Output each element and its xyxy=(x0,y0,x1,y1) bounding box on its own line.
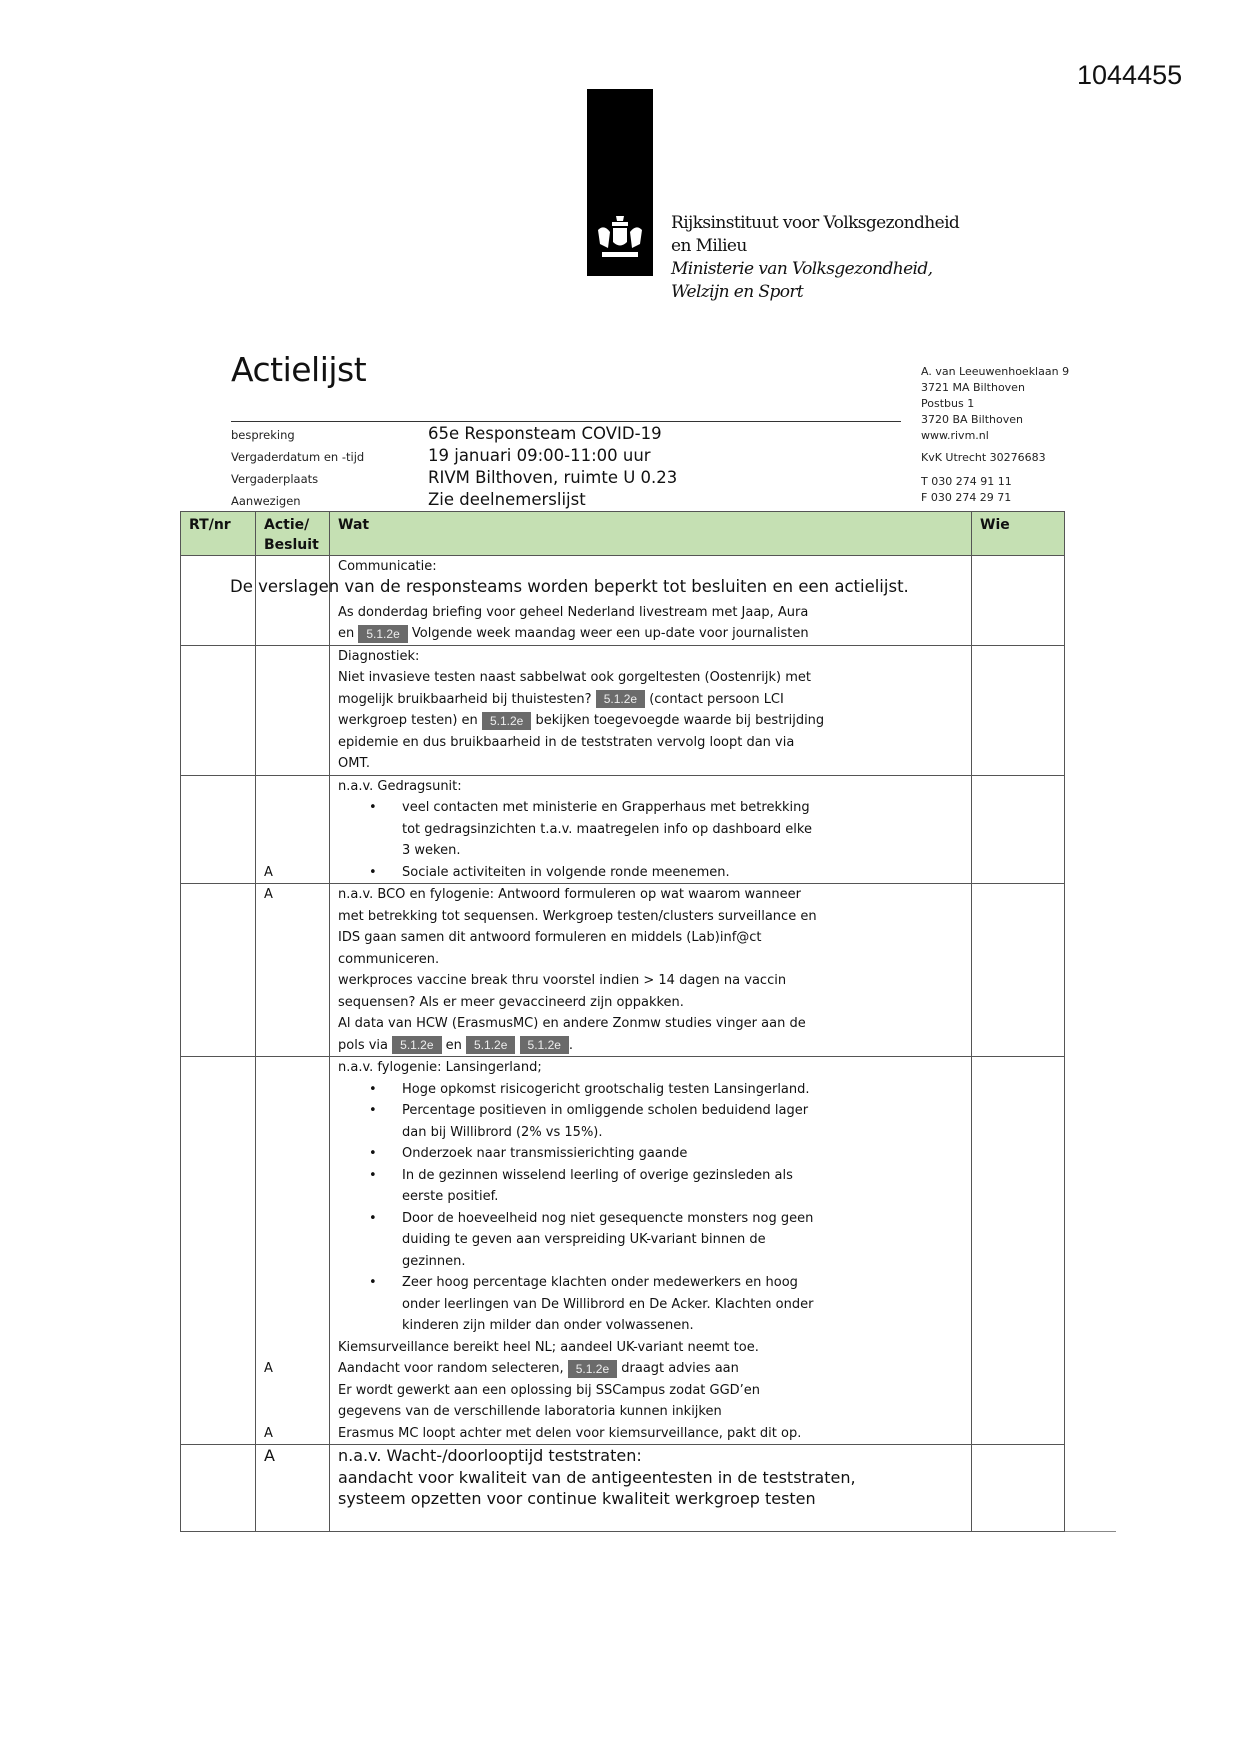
text-segment: onder leerlingen van De Willibrord en De Acker. Klachten onder xyxy=(402,1296,814,1312)
text-segment: gezinnen. xyxy=(402,1253,466,1269)
bullet-icon: • xyxy=(369,864,377,880)
text-segment: (contact persoon LCI xyxy=(645,691,784,707)
text-segment: Percentage positieven in omliggende scholen beduidend lager xyxy=(402,1103,809,1118)
text-segment: en xyxy=(441,1037,467,1053)
actie-line: A xyxy=(264,864,273,880)
cell-actie xyxy=(256,556,330,646)
actie-line xyxy=(264,970,321,992)
actie-line xyxy=(264,732,321,754)
cell-rt-nr xyxy=(181,1057,256,1445)
text-segment: As donderdag briefing voor geheel Nederland livestream met Jaap, Aura xyxy=(338,604,809,620)
address-line: Postbus 1 xyxy=(921,397,975,410)
cell-rt-nr xyxy=(181,1445,256,1532)
meta-label: Aanwezigen xyxy=(231,494,301,508)
table-row xyxy=(181,556,1065,646)
actie-line xyxy=(264,1143,321,1165)
cell-rt-nr xyxy=(181,556,256,646)
actie-line xyxy=(264,1467,321,1489)
text-segment: veel contacten met ministerie en Grapperhaus met betrekking xyxy=(402,800,810,815)
text-segment: communiceren. xyxy=(338,951,440,967)
cell-wie xyxy=(972,1057,1065,1445)
bullet-icon: • xyxy=(369,1167,377,1183)
actie-line xyxy=(264,1229,321,1251)
table-row xyxy=(181,1445,1065,1532)
text-segment: Zeer hoog percentage klachten onder medewerkers en hoog xyxy=(402,1275,798,1290)
redaction-box: 5.1.2e xyxy=(466,1036,515,1054)
text-segment: bekijken toegevoegde waarde bij bestrijding xyxy=(531,713,825,728)
text-segment: werkgroep testen) en xyxy=(338,713,482,728)
text-segment: n.a.v. fylogenie: Lansingerland; xyxy=(338,1060,542,1075)
list-item xyxy=(338,1510,963,1532)
text-segment: n.a.v. BCO en fylogenie: Antwoord formuleren op wat waarom wanneer xyxy=(338,887,801,902)
redaction-box: 5.1.2e xyxy=(596,690,645,708)
actie-line xyxy=(264,1510,321,1532)
list-item xyxy=(338,1165,963,1187)
text-segment: systeem opzetten voor continue kwaliteit werkgroep testen xyxy=(338,1489,816,1508)
actie-line xyxy=(264,840,321,862)
actie-line xyxy=(264,1272,321,1294)
text-segment: . xyxy=(568,1037,574,1053)
table-row xyxy=(181,1057,1065,1445)
text-segment: werkproces vaccine break thru voorstel indien > 14 dagen na vaccin xyxy=(338,973,787,988)
actie-line xyxy=(264,623,321,645)
cell-wie xyxy=(972,556,1065,646)
cell-rt-nr xyxy=(181,884,256,1057)
list-item xyxy=(338,1186,963,1208)
actie-line: A xyxy=(264,1425,273,1441)
list-item xyxy=(338,1122,963,1144)
list-item xyxy=(338,992,963,1014)
list-item xyxy=(338,906,963,928)
meta-label: Vergaderdatum en -tijd xyxy=(231,450,365,464)
list-item xyxy=(338,732,963,754)
cell-actie xyxy=(256,775,330,884)
list-item xyxy=(338,689,963,711)
list-item xyxy=(338,797,963,819)
list-item xyxy=(338,819,963,841)
org-line: Welzijn en Sport xyxy=(671,282,804,302)
address-block xyxy=(921,364,1069,506)
list-item xyxy=(338,1079,963,1101)
address-line: www.rivm.nl xyxy=(921,429,989,442)
crest-icon xyxy=(592,212,648,262)
text-segment: gegevens van de verschillende laboratoria kunnen inkijken xyxy=(338,1404,722,1419)
address-line: 3720 BA Bilthoven xyxy=(921,413,1023,426)
text-segment: duiding te geven aan verspreiding UK-variant binnen de xyxy=(402,1232,766,1247)
actie-line xyxy=(264,602,321,624)
list-item xyxy=(338,862,963,884)
bullet-icon: • xyxy=(369,800,377,815)
organization-name xyxy=(671,212,959,304)
list-item xyxy=(338,1380,963,1402)
text-segment: eerste positief. xyxy=(402,1189,499,1204)
actie-line xyxy=(264,1035,321,1057)
cell-rt-nr xyxy=(181,645,256,775)
header-wie: Wie xyxy=(972,512,1065,556)
list-item xyxy=(338,1445,963,1467)
table-row xyxy=(181,775,1065,884)
meta-value: Zie deelnemerslijst xyxy=(428,490,586,509)
cell-wie xyxy=(972,1445,1065,1532)
header-wat: Wat xyxy=(330,512,972,556)
text-segment: n.a.v. Wacht-/doorlooptijd teststraten: xyxy=(338,1446,642,1465)
actie-line xyxy=(264,776,321,798)
meta-value: RIVM Bilthoven, ruimte U 0.23 xyxy=(428,468,678,487)
text-segment: tot gedragsinzichten t.a.v. maatregelen info op dashboard elke xyxy=(402,821,812,837)
actie-line xyxy=(264,1251,321,1273)
list-item xyxy=(338,602,963,624)
redaction-box: 5.1.2e xyxy=(358,625,407,643)
text-segment: pols via xyxy=(338,1037,393,1053)
text-segment: dan bij Willibrord (2% vs 15%). xyxy=(402,1124,603,1140)
cell-wat xyxy=(330,556,972,646)
actie-line xyxy=(264,556,321,578)
actie-line xyxy=(264,710,321,732)
cell-rt-nr xyxy=(181,775,256,884)
actie-line xyxy=(264,1013,321,1035)
table-header-row xyxy=(181,512,1065,556)
cell-wat xyxy=(330,884,972,1057)
list-item xyxy=(338,556,963,578)
list-item xyxy=(338,884,963,906)
list-item xyxy=(338,1057,963,1079)
list-item xyxy=(338,710,963,732)
actie-line xyxy=(264,1294,321,1316)
list-item xyxy=(338,1337,963,1359)
overlay-note: De verslagen van de responsteams worden beperkt tot besluiten en een actielijst. xyxy=(230,577,909,596)
text-segment: n.a.v. Gedragsunit: xyxy=(338,778,462,794)
list-item xyxy=(338,623,963,645)
list-item xyxy=(338,1401,963,1423)
bullet-icon: • xyxy=(369,1146,377,1161)
actie-line xyxy=(264,992,321,1014)
meta-label: bespreking xyxy=(231,428,295,442)
text-segment: Onderzoek naar transmissierichting gaande xyxy=(402,1146,688,1161)
text-segment: Aandacht voor random selecteren, xyxy=(338,1361,568,1376)
divider xyxy=(231,421,901,422)
actie-line xyxy=(264,906,321,928)
list-item xyxy=(338,927,963,949)
list-item xyxy=(338,667,963,689)
list-item xyxy=(338,1315,963,1337)
address-line: F 030 274 29 71 xyxy=(921,491,1012,504)
text-segment: IDS gaan samen dit antwoord formuleren en middels (Lab)inf@ct xyxy=(338,930,762,945)
text-segment: sequensen? Als er meer gevaccineerd zijn oppakken. xyxy=(338,994,684,1010)
actie-line: A xyxy=(264,1361,273,1376)
actie-line xyxy=(264,1122,321,1144)
meta-value: 65e Responsteam COVID-19 xyxy=(428,424,662,443)
text-segment: Erasmus MC loopt achter met delen voor kiemsurveillance, pakt dit op. xyxy=(338,1425,802,1441)
address-line: T 030 274 91 11 xyxy=(921,475,1012,488)
list-item xyxy=(338,1143,963,1165)
list-item xyxy=(338,1272,963,1294)
actie-line xyxy=(264,1100,321,1122)
cell-wat xyxy=(330,645,972,775)
text-segment: Communicatie: xyxy=(338,559,437,574)
actie-line xyxy=(264,1057,321,1079)
text-segment: en xyxy=(338,626,359,641)
text-segment: Niet invasieve testen naast sabbelwat ook gorgeltesten (Oostenrijk) met xyxy=(338,670,811,685)
redaction-box: 5.1.2e xyxy=(392,1036,441,1054)
list-item xyxy=(338,646,963,668)
cell-wie xyxy=(972,775,1065,884)
text-segment: Sociale activiteiten in volgende ronde meenemen. xyxy=(402,864,730,880)
bullet-icon: • xyxy=(369,1081,377,1097)
actie-line xyxy=(264,689,321,711)
text-segment: Diagnostiek: xyxy=(338,648,420,664)
list-item xyxy=(338,1013,963,1035)
list-item xyxy=(338,949,963,971)
actie-line xyxy=(264,1488,321,1510)
list-item xyxy=(338,1358,963,1380)
header-actie-besluit: Actie/ Besluit xyxy=(256,512,330,556)
text-segment: draagt advies aan xyxy=(617,1361,739,1376)
table-row xyxy=(181,884,1065,1057)
document-number: 1044455 xyxy=(1077,60,1183,90)
list-item xyxy=(338,1208,963,1230)
list-item xyxy=(338,1423,963,1445)
actie-line xyxy=(264,1380,321,1402)
action-table xyxy=(180,511,1065,1532)
list-item xyxy=(338,1100,963,1122)
text-segment: Door de hoeveelheid nog niet gesequencte monsters nog geen xyxy=(402,1210,814,1226)
actie-line xyxy=(264,1079,321,1101)
bullet-icon: • xyxy=(369,1275,377,1290)
text-segment: Volgende week maandag weer een up-date voor journalisten xyxy=(407,626,809,641)
list-item xyxy=(338,753,963,775)
text-segment: Er wordt gewerkt aan een oplossing bij SSCampus zodat GGD’en xyxy=(338,1382,761,1398)
redaction-box: 5.1.2e xyxy=(482,712,531,730)
org-line: Ministerie van Volksgezondheid, xyxy=(671,259,933,279)
bullet-icon: • xyxy=(369,1210,377,1226)
actie-line xyxy=(264,1165,321,1187)
actie-line xyxy=(264,797,321,819)
bullet-icon: • xyxy=(369,1103,377,1118)
text-segment: In de gezinnen wisselend leerling of overige gezinsleden als xyxy=(402,1167,793,1183)
list-item xyxy=(338,1467,963,1489)
actie-line xyxy=(264,927,321,949)
text-segment: met betrekking tot sequensen. Werkgroep testen/clusters surveillance en xyxy=(338,908,817,924)
text-segment: 3 weken. xyxy=(402,843,461,858)
cell-wie xyxy=(972,645,1065,775)
text-segment: OMT. xyxy=(338,756,370,771)
list-item xyxy=(338,1035,963,1057)
org-line: en Milieu xyxy=(671,236,747,256)
header-rt-nr: RT/nr xyxy=(181,512,256,556)
cell-wie xyxy=(972,884,1065,1057)
address-line: 3721 MA Bilthoven xyxy=(921,381,1025,394)
actie-line: A xyxy=(264,1446,275,1465)
cell-actie xyxy=(256,1057,330,1445)
cell-actie xyxy=(256,645,330,775)
text-segment: mogelijk bruikbaarheid bij thuistesten? xyxy=(338,691,596,707)
redaction-box: 5.1.2e xyxy=(520,1036,569,1054)
list-item xyxy=(338,1229,963,1251)
text-segment: epidemie en dus bruikbaarheid in de teststraten vervolg loopt dan via xyxy=(338,734,795,750)
cell-actie xyxy=(256,1445,330,1532)
cell-actie xyxy=(256,884,330,1057)
text-segment: Kiemsurveillance bereikt heel NL; aandeel UK-variant neemt toe. xyxy=(338,1339,759,1355)
org-line: Rijksinstituut voor Volksgezondheid xyxy=(671,213,960,233)
actie-line xyxy=(264,1315,321,1337)
meta-label: Vergaderplaats xyxy=(231,472,319,486)
cell-wat xyxy=(330,775,972,884)
actie-line xyxy=(264,1186,321,1208)
actie-line xyxy=(264,753,321,775)
list-item xyxy=(338,1488,963,1510)
actie-line xyxy=(264,667,321,689)
text-segment: Hoge opkomst risicogericht grootschalig testen Lansingerland. xyxy=(402,1081,810,1097)
cell-wat xyxy=(330,1057,972,1445)
list-item xyxy=(338,1294,963,1316)
text-segment: kinderen zijn milder dan onder volwassenen. xyxy=(402,1318,694,1333)
address-line: KvK Utrecht 30276683 xyxy=(921,451,1046,464)
divider xyxy=(1065,1531,1116,1532)
table-row xyxy=(181,645,1065,775)
actie-line xyxy=(264,949,321,971)
address-line: A. van Leeuwenhoeklaan 9 xyxy=(921,365,1070,378)
page-title: Actielijst xyxy=(231,350,367,389)
list-item xyxy=(338,1251,963,1273)
text-segment: Al data van HCW (ErasmusMC) en andere Zonmw studies vinger aan de xyxy=(338,1016,806,1031)
actie-line xyxy=(264,1337,321,1359)
actie-line: A xyxy=(264,887,273,902)
actie-line xyxy=(264,646,321,668)
actie-line xyxy=(264,1208,321,1230)
list-item xyxy=(338,776,963,798)
redaction-box: 5.1.2e xyxy=(568,1360,617,1378)
list-item xyxy=(338,840,963,862)
actie-line xyxy=(264,1401,321,1423)
meta-value: 19 januari 09:00-11:00 uur xyxy=(428,446,651,465)
list-item xyxy=(338,970,963,992)
text-segment: aandacht voor kwaliteit van de antigeentesten in de teststraten, xyxy=(338,1467,856,1487)
actie-line xyxy=(264,819,321,841)
cell-wat xyxy=(330,1445,972,1532)
